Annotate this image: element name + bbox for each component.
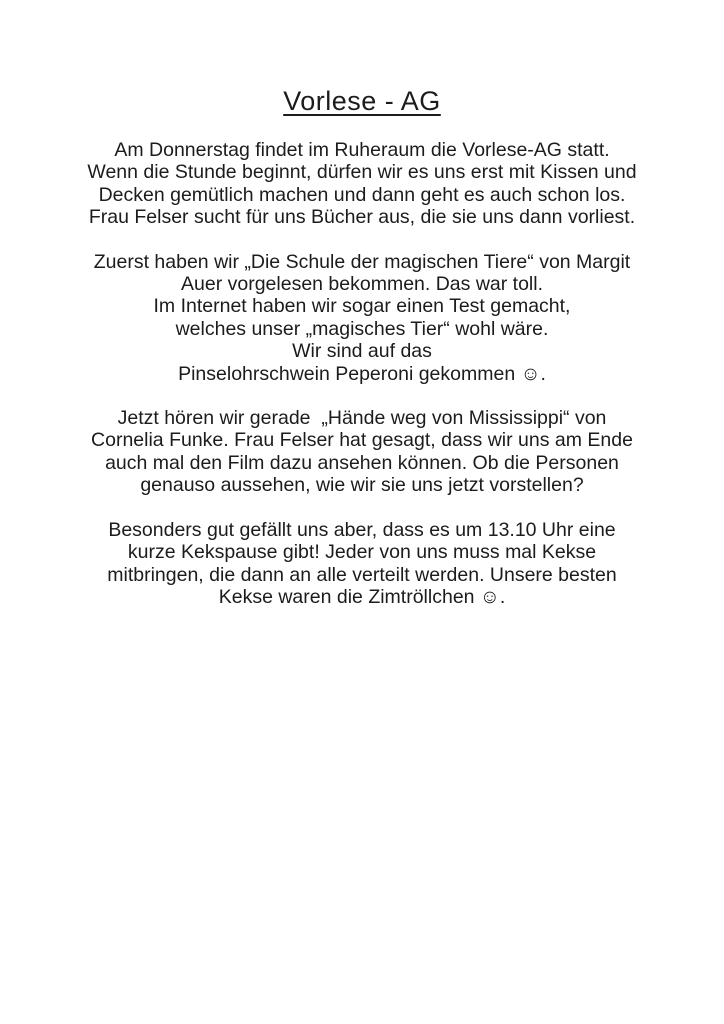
paragraph-intro	[42, 139, 682, 229]
text-line: mitbringen, die dann an alle verteilt werden. Unsere besten	[107, 563, 617, 586]
text-line: Kekse waren die Zimtröllchen ☺.	[218, 585, 506, 608]
text-line: Am Donnerstag findet im Ruheraum die Vorlese-AG statt.	[114, 139, 610, 161]
text-line: Jetzt hören wir gerade „Hände weg von Mississippi“ von	[117, 407, 607, 430]
text-line: Wenn die Stunde beginnt, dürfen wir es uns erst mit Kissen und	[87, 161, 637, 184]
text-line: welches unser „magisches Tier“ wohl wäre.	[175, 317, 549, 340]
text-line: genauso aussehen, wie wir sie uns jetzt vorstellen?	[140, 474, 584, 497]
paragraph-cookie-break	[42, 519, 682, 609]
text-line: kurze Kekspause gibt! Jeder von uns muss mal Kekse	[127, 541, 597, 564]
text-line: Pinselohrschwein Peperoni gekommen ☺.	[178, 362, 546, 385]
text-line: Im Internet haben wir sogar einen Test gemacht,	[153, 295, 571, 318]
text-line: Frau Felser sucht für uns Bücher aus, die sie uns dann vorliest.	[88, 206, 636, 229]
text-line: Auer vorgelesen bekommen. Das war toll.	[181, 273, 543, 296]
text-line: auch mal den Film dazu ansehen können. Ob die Personen	[105, 451, 619, 474]
paragraph-first-book	[42, 251, 682, 385]
text-line: Wir sind auf das	[292, 340, 432, 363]
paragraph-current-book	[42, 407, 682, 497]
text-line: Cornelia Funke. Frau Felser hat gesagt, dass wir uns am Ende	[91, 429, 633, 452]
text-line: Besonders gut gefällt uns aber, dass es um 13.10 Uhr eine	[108, 518, 616, 541]
text-line: Zuerst haben wir „Die Schule der magischen Tiere“ von Margit	[93, 250, 631, 273]
text-line: Decken gemütlich machen und dann geht es auch schon los.	[98, 183, 626, 206]
document-title: Vorlese - AG	[283, 86, 441, 116]
